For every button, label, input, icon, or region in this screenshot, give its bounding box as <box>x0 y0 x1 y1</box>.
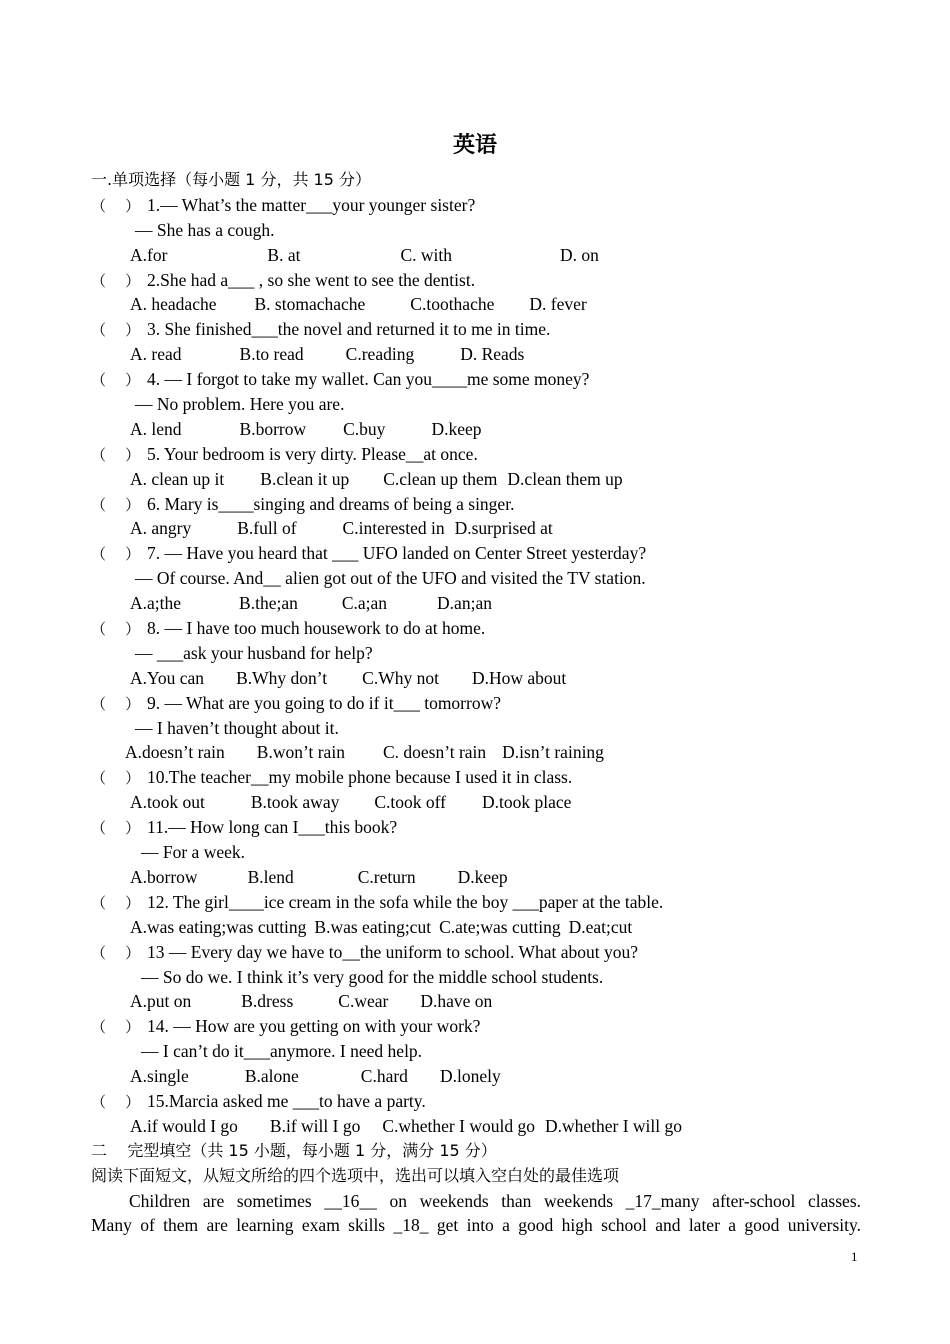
option-c[interactable]: C. with <box>400 244 453 265</box>
question-stem <box>91 691 861 716</box>
option-a[interactable]: A. angry <box>130 518 192 539</box>
question-text: 12. The girl____ice cream in the sofa while the boy ___paper at the table. <box>147 891 664 912</box>
answer-bracket[interactable]: （ ） <box>91 620 141 639</box>
option-a[interactable]: A.doesn’t rain <box>125 742 225 763</box>
question-stem <box>91 367 861 392</box>
question-text: 7. — Have you heard that ___ UFO landed on Center Street yesterday? <box>147 543 647 564</box>
option-d[interactable]: D.lonely <box>439 1066 501 1087</box>
option-d[interactable]: D.eat;cut <box>568 916 633 937</box>
question-text: 1.— What’s the matter___your younger sister? <box>147 194 476 215</box>
answer-bracket[interactable]: （ ） <box>91 893 141 912</box>
answer-bracket[interactable]: （ ） <box>91 371 141 390</box>
option-c[interactable]: C.interested in <box>342 518 445 539</box>
option-c[interactable]: C.a;an <box>341 593 388 614</box>
option-c[interactable]: C.Why not <box>362 667 439 688</box>
option-c[interactable]: C.buy <box>343 418 386 439</box>
option-a[interactable]: A. headache <box>130 294 217 315</box>
option-d[interactable]: D.isn’t raining <box>502 742 604 763</box>
question-stem <box>91 193 861 218</box>
answer-bracket[interactable]: （ ） <box>91 545 141 564</box>
section-1-heading: 一.单项选择（每小题 1 分，共 15 分） <box>91 170 371 189</box>
section-2-heading: 二 完型填空（共 15 小题，每小题 1 分，满分 15 分） <box>91 1140 497 1160</box>
question <box>91 691 861 766</box>
question-reply: — ___ask your husband for help? <box>135 642 373 663</box>
question-text: 15.Marcia asked me ___to have a party. <box>147 1090 426 1111</box>
option-b[interactable]: B.Why don’t <box>236 667 328 688</box>
option-b[interactable]: B.full of <box>237 518 297 539</box>
answer-bracket[interactable]: （ ） <box>91 271 141 290</box>
question-options <box>91 1064 861 1089</box>
option-d[interactable]: D. Reads <box>460 344 525 365</box>
option-c[interactable]: C.hard <box>360 1066 408 1087</box>
question-reply: — Of course. And__ alien got out of the UFO and visited the TV station. <box>135 568 646 589</box>
option-d[interactable]: D.keep <box>457 866 508 887</box>
question-reply: — I can’t do it___anymore. I need help. <box>141 1041 423 1062</box>
question-text: 9. — What are you going to do if it___ tomorrow? <box>147 692 501 713</box>
option-a[interactable]: A.single <box>130 1066 189 1087</box>
question <box>91 1089 861 1139</box>
option-d[interactable]: D. on <box>560 244 599 265</box>
question <box>91 765 861 815</box>
question-options <box>91 292 861 317</box>
option-c[interactable]: C.return <box>357 866 416 887</box>
option-d[interactable]: D.have on <box>420 991 493 1012</box>
question-options <box>91 740 861 765</box>
question-reply: — So do we. I think it’s very good for the middle school students. <box>141 966 604 987</box>
option-d[interactable]: D.an;an <box>437 593 492 614</box>
question-stem <box>91 616 861 641</box>
question-text: 13 — Every day we have to__the uniform to school. What about you? <box>147 941 639 962</box>
passage-line-2: Many of them are learning exam skills _18_ get into a good high school and later a good university. <box>91 1215 861 1236</box>
answer-bracket[interactable]: （ ） <box>91 694 141 713</box>
question-text: 2.She had a___ , so she went to see the dentist. <box>147 269 476 290</box>
section-2-instruction: 阅读下面短文，从短文所给的四个选项中，选出可以填入空白处的最佳选项 <box>91 1165 620 1185</box>
question <box>91 616 861 691</box>
question-options <box>91 243 861 268</box>
question-options <box>91 666 861 691</box>
answer-bracket[interactable]: （ ） <box>91 321 141 340</box>
option-b[interactable]: B. stomachache <box>254 294 366 315</box>
question-options <box>91 865 861 890</box>
passage-line-1: Children are sometimes __16__ on weekends than weekends _17_many after-school classes. <box>129 1190 861 1211</box>
question-reply: — For a week. <box>141 842 246 863</box>
question-text: 6. Mary is____singing and dreams of being a singer. <box>147 493 515 514</box>
question <box>91 367 861 442</box>
option-c[interactable]: C. doesn’t rain <box>382 742 487 763</box>
question-stem <box>91 1014 861 1039</box>
question-reply: — I haven’t thought about it. <box>135 717 339 738</box>
option-d[interactable]: D.How about <box>471 667 567 688</box>
option-b[interactable]: B.borrow <box>239 418 307 439</box>
question-options <box>91 342 861 367</box>
option-c[interactable]: C.took off <box>374 792 446 813</box>
question-options <box>91 989 861 1014</box>
question-list <box>91 193 861 1139</box>
option-a[interactable]: A. lend <box>130 418 182 439</box>
question-text: 8. — I have too much housework to do at home. <box>147 618 486 639</box>
option-a[interactable]: A.if would I go <box>130 1115 238 1136</box>
question-stem <box>91 541 861 566</box>
question <box>91 815 861 890</box>
answer-bracket[interactable]: （ ） <box>91 1018 141 1037</box>
answer-bracket[interactable]: （ ） <box>91 943 141 962</box>
question-text: 14. — How are you getting on with your work? <box>147 1016 481 1037</box>
option-b[interactable]: B.took away <box>250 792 340 813</box>
option-c[interactable]: C.whether I would go <box>382 1115 535 1136</box>
page-title: 英语 <box>452 133 497 158</box>
option-a[interactable]: A. read <box>130 344 182 365</box>
question <box>91 1014 861 1089</box>
question <box>91 442 861 492</box>
question-options <box>91 1114 861 1139</box>
question-text: 11.— How long can I___this book? <box>147 817 398 838</box>
question <box>91 268 861 318</box>
option-b[interactable]: B.won’t rain <box>256 742 345 763</box>
question <box>91 193 861 268</box>
question-text: 3. She finished___the novel and returned it to me in time. <box>147 319 551 340</box>
answer-bracket[interactable]: （ ） <box>91 445 141 464</box>
question-reply: — She has a cough. <box>135 219 275 240</box>
question <box>91 541 861 616</box>
option-b[interactable]: B.clean it up <box>260 468 350 489</box>
option-a[interactable]: A.for <box>130 244 168 265</box>
question-stem <box>91 492 861 517</box>
question-stem <box>91 815 861 840</box>
option-a[interactable]: A.a;the <box>130 593 182 614</box>
option-b[interactable]: B.dress <box>241 991 294 1012</box>
question-options <box>91 915 861 940</box>
question-stem <box>91 940 861 965</box>
question-stem <box>91 268 861 293</box>
option-b[interactable]: B.was eating;cut <box>314 916 432 937</box>
option-b[interactable]: B.if will I go <box>269 1115 361 1136</box>
option-b[interactable]: B.lend <box>247 866 294 887</box>
question <box>91 940 861 1015</box>
answer-bracket[interactable]: （ ） <box>91 196 141 215</box>
question-stem <box>91 765 861 790</box>
question <box>91 317 861 367</box>
answer-bracket[interactable]: （ ） <box>91 495 141 514</box>
option-a[interactable]: A.was eating;was cutting <box>130 916 307 937</box>
question-stem <box>91 317 861 342</box>
option-a[interactable]: A. clean up it <box>130 468 225 489</box>
option-d[interactable]: D.whether I will go <box>544 1115 683 1136</box>
question-stem <box>91 442 861 467</box>
option-a[interactable]: A.took out <box>130 792 205 813</box>
option-d[interactable]: D.took place <box>481 792 572 813</box>
question-options <box>91 516 861 541</box>
page-number: 1 <box>851 1249 858 1264</box>
option-a[interactable]: A.borrow <box>130 866 198 887</box>
option-a[interactable]: A.You can <box>130 667 205 688</box>
option-b[interactable]: B.the;an <box>239 593 298 614</box>
question <box>91 890 861 940</box>
option-d[interactable]: D. fever <box>529 294 587 315</box>
option-b[interactable]: B.alone <box>244 1066 299 1087</box>
option-c[interactable]: C.toothache <box>410 294 495 315</box>
question <box>91 492 861 542</box>
answer-bracket[interactable]: （ ） <box>91 819 141 838</box>
question-options <box>91 591 861 616</box>
option-b[interactable]: B. at <box>267 244 301 265</box>
answer-bracket[interactable]: （ ） <box>91 769 141 788</box>
option-d[interactable]: D.keep <box>431 418 482 439</box>
option-a[interactable]: A.put on <box>130 991 192 1012</box>
question-text: 10.The teacher__my mobile phone because I used it in class. <box>147 767 573 788</box>
answer-bracket[interactable]: （ ） <box>91 1092 141 1111</box>
question-text: 4. — I forgot to take my wallet. Can you____me some money? <box>147 369 590 390</box>
option-c[interactable]: C.reading <box>345 344 415 365</box>
question-options <box>91 467 861 492</box>
option-c[interactable]: C.wear <box>338 991 389 1012</box>
question-text: 5. Your bedroom is very dirty. Please__at once. <box>147 443 478 464</box>
question-reply: — No problem. Here you are. <box>135 394 345 415</box>
question-stem <box>91 1089 861 1114</box>
option-d[interactable]: D.clean them up <box>507 468 623 489</box>
document-body <box>91 168 861 1238</box>
option-b[interactable]: B.to read <box>239 344 304 365</box>
question-options <box>91 417 861 442</box>
option-d[interactable]: D.surprised at <box>454 518 553 539</box>
question-options <box>91 790 861 815</box>
question-stem <box>91 890 861 915</box>
option-c[interactable]: C.clean up them <box>383 468 498 489</box>
option-c[interactable]: C.ate;was cutting <box>439 916 561 937</box>
